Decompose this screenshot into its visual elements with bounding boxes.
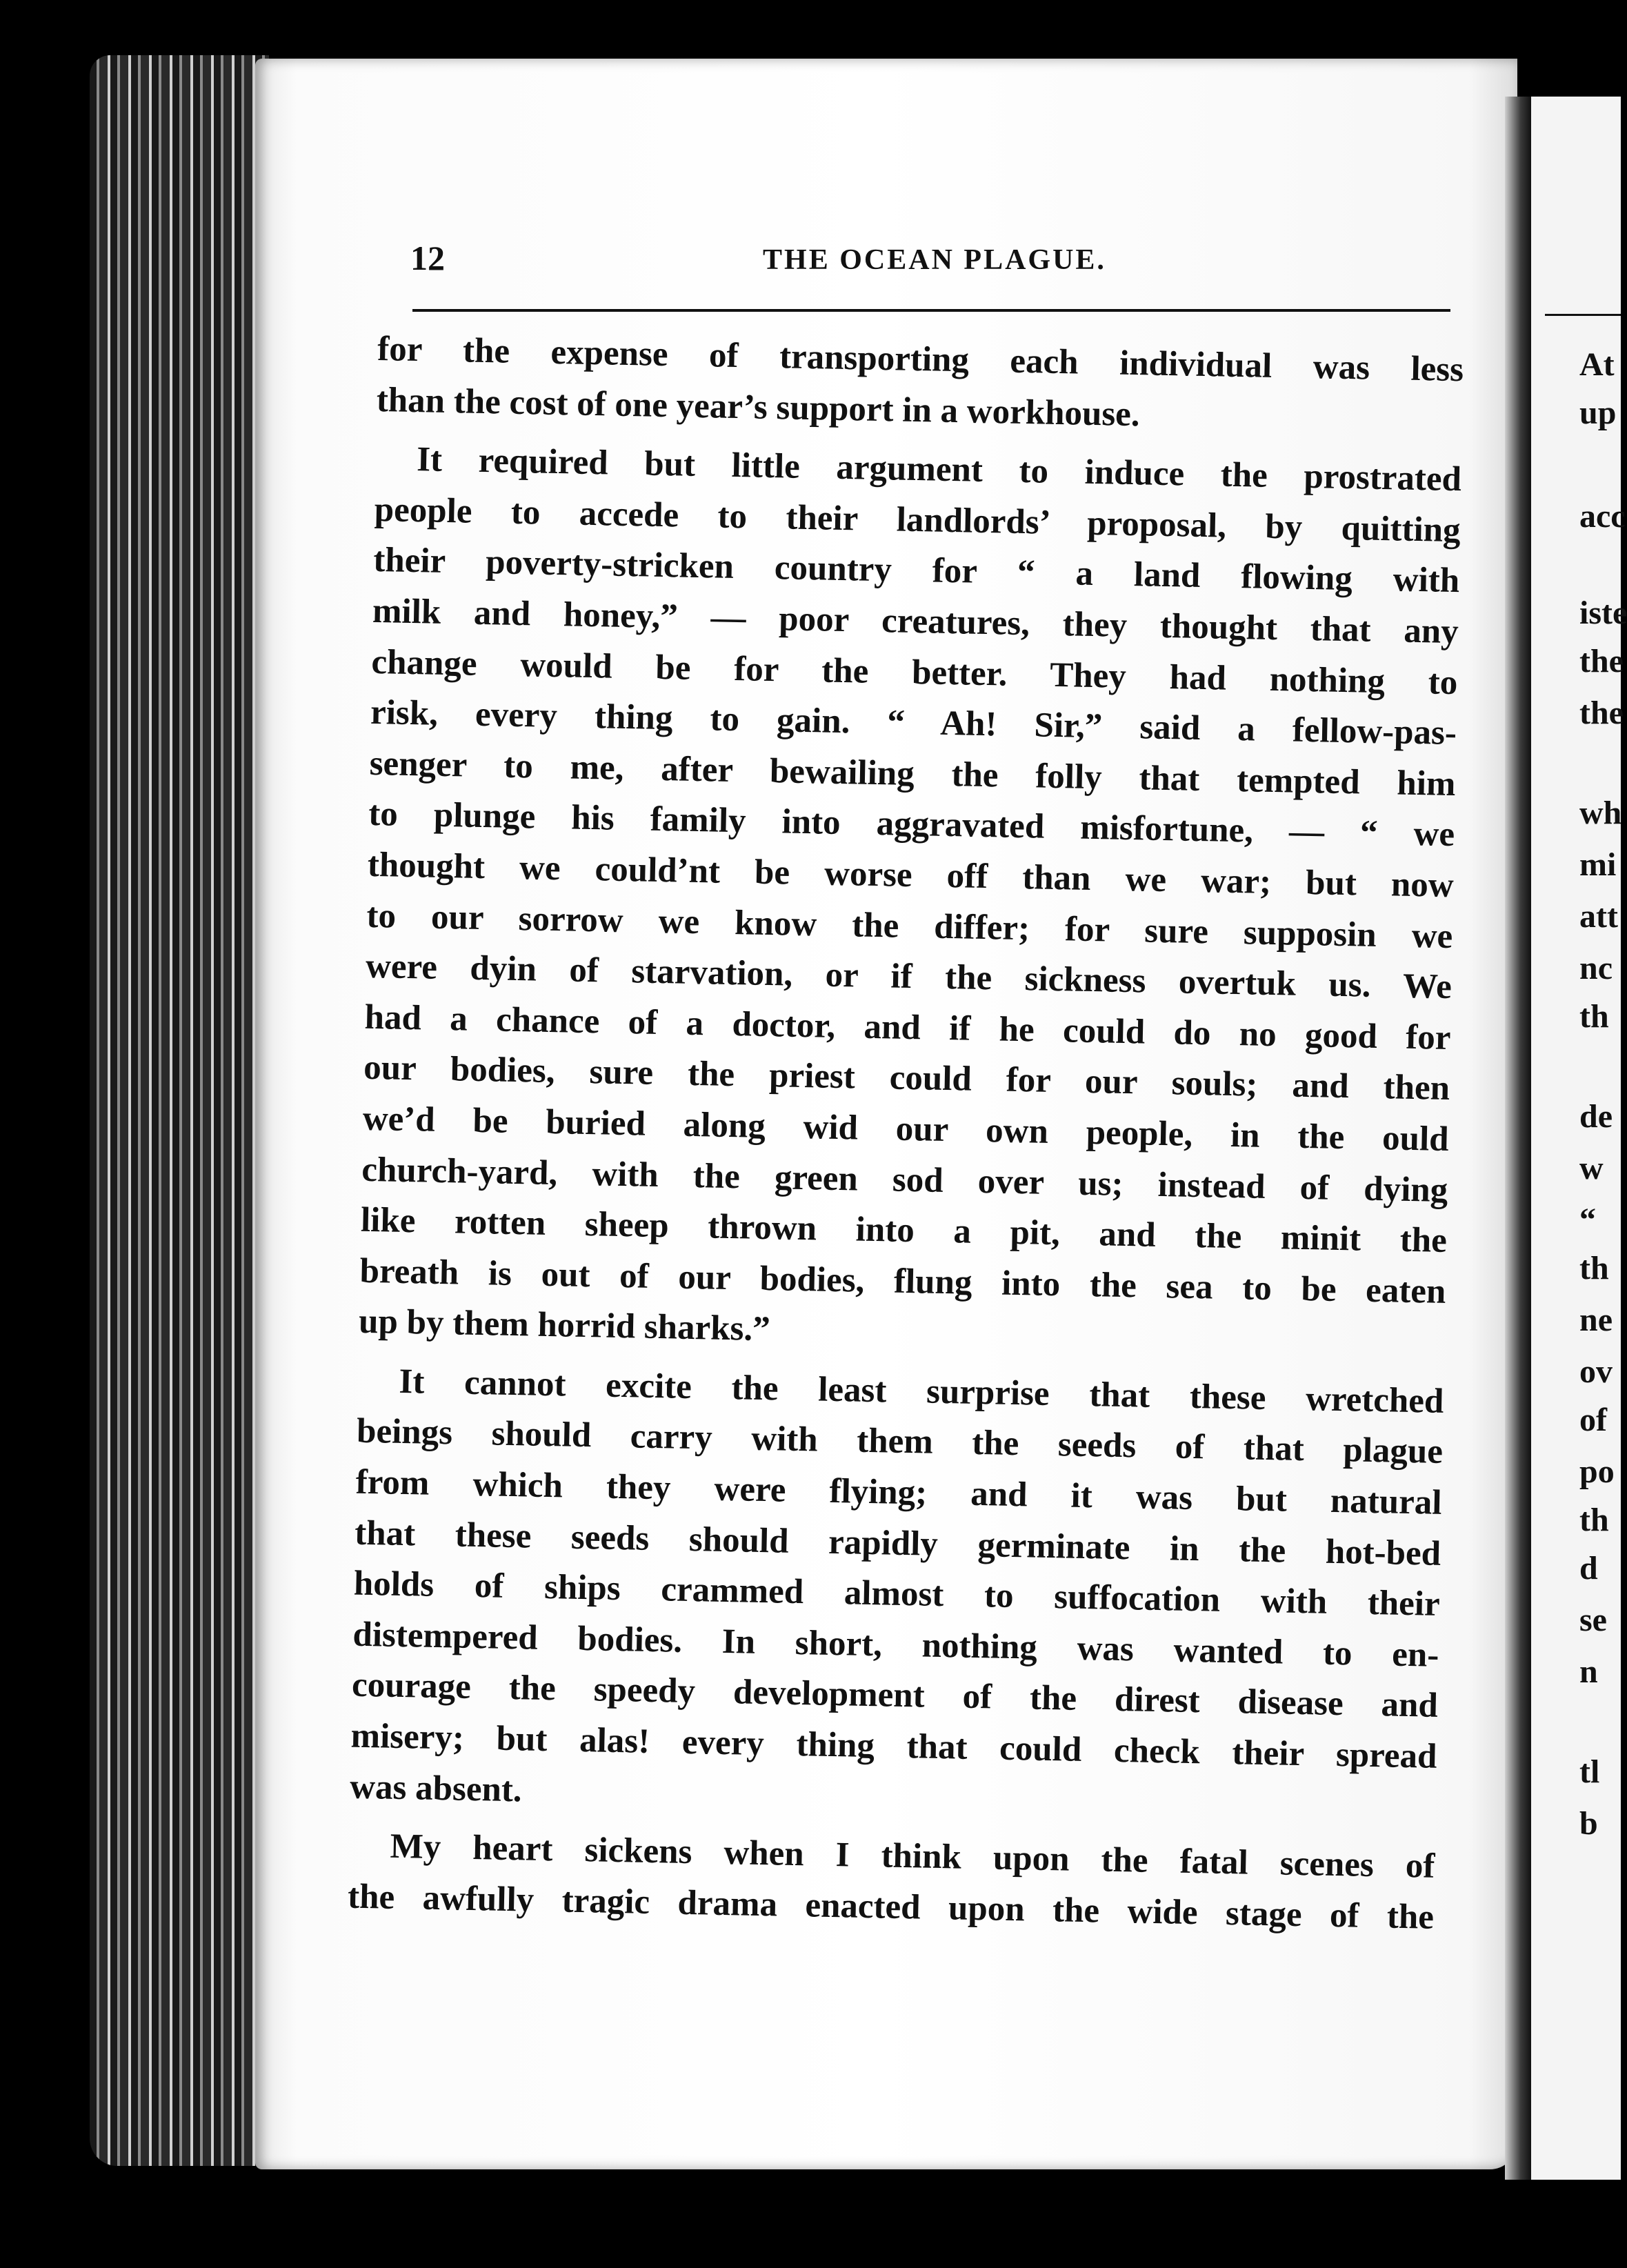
text-line: It cannot excite the least surprise that these wretched: [399, 1362, 1444, 1421]
facing-page-fragment: up: [1579, 395, 1617, 431]
facing-page-fragment: the: [1579, 695, 1624, 731]
text-line: their poverty-stricken country for “ a land flowing with: [372, 541, 1460, 601]
text-line: from which they were flying; and it was but natural: [355, 1462, 1443, 1522]
facing-page-rule: [1545, 314, 1621, 316]
book-title: THE OCEAN PLAGUE.: [763, 244, 1106, 276]
facing-page-fragment: mi: [1579, 846, 1617, 883]
text-line: that these seeds should rapidly germinate in the hot-bed: [354, 1513, 1441, 1573]
text-line: than the cost of one year’s support in a workhouse.: [376, 380, 1141, 434]
text-line: It required but little argument to induce the prostrated: [416, 440, 1462, 499]
text-line: beings should carry with them the seeds of that plague: [356, 1412, 1444, 1472]
facing-page-fragment: d: [1579, 1550, 1598, 1586]
text-line: My heart sickens when I think upon the fatal scenes of: [390, 1827, 1435, 1887]
text-line: had a chance of a doctor, and if he could do no good for: [364, 997, 1451, 1057]
text-line: like rotten sheep thrown into a pit, and the minit the: [360, 1200, 1448, 1261]
text-line: breath is out of our bodies, flung into the sea to be eaten: [359, 1251, 1446, 1311]
text-line: change would be for the better. They had nothing to: [371, 642, 1458, 702]
text-line: for the expense of transporting each individual was less: [377, 329, 1464, 390]
text-line: senger to me, after bewailing the folly that tempted him: [369, 744, 1457, 804]
page-number: 12: [410, 239, 445, 277]
text-line: thought we could’nt be worse off than we war; but now: [367, 845, 1455, 906]
text-line: milk and honey,” — poor creatures, they thought that any: [372, 591, 1459, 652]
text-line: holds of ships crammed almost to suffocation with their: [353, 1564, 1441, 1624]
text-line: the awfully tragic drama enacted upon the wide stage of the: [347, 1877, 1435, 1937]
book-gutter: [1505, 97, 1531, 2180]
text-line: distempered bodies. In short, nothing was wanted to en-: [352, 1615, 1439, 1675]
page-edges: [90, 55, 269, 2166]
facing-page-fragment: nc: [1579, 950, 1613, 986]
facing-page-fragment: th: [1579, 1502, 1609, 1538]
text-line: we’d be buried along wid our own people, in the ould: [362, 1099, 1450, 1159]
facing-page-fragment: At: [1579, 346, 1615, 383]
text-line: courage the speedy development of the direst disease and: [351, 1666, 1439, 1726]
paragraph: [376, 324, 1464, 446]
facing-page-fragment: ne: [1579, 1302, 1613, 1338]
running-head: [410, 238, 1459, 279]
body-text: [348, 324, 1464, 1943]
text-line: risk, every thing to gain. “ Ah! Sir,” said a fellow-pas-: [370, 693, 1457, 753]
facing-page-fragment: w: [1579, 1150, 1604, 1186]
paragraph: [359, 434, 1462, 1369]
text-line: up by them horrid sharks.”: [358, 1302, 771, 1349]
facing-page-fragment: se: [1579, 1602, 1607, 1638]
facing-page-fragment: tl: [1579, 1753, 1600, 1790]
paragraph: [348, 1821, 1436, 1943]
facing-page-fragment: ov: [1579, 1353, 1613, 1390]
facing-page-fragment: de: [1579, 1098, 1613, 1135]
text-line: church-yard, with the green sod over us; instead of dying: [361, 1150, 1448, 1210]
text-line: to our sorrow we know the differ; for sure supposin we: [366, 896, 1453, 956]
facing-page-fragment: acc: [1579, 498, 1626, 535]
paragraph: [350, 1356, 1444, 1833]
text-line: misery; but alas! every thing that could check their spread: [350, 1716, 1437, 1776]
facing-page-fragment: po: [1579, 1453, 1615, 1490]
facing-page-fragment: b: [1579, 1805, 1598, 1842]
header-rule: [412, 309, 1450, 312]
facing-page-fragment: th: [1579, 998, 1609, 1035]
text-line: to plunge his family into aggravated misfortune, — “ we: [368, 795, 1455, 855]
facing-page-fragment: n: [1579, 1653, 1598, 1690]
facing-page-fragment: of: [1579, 1402, 1607, 1438]
facing-page-fragment: wh: [1579, 795, 1622, 831]
text-line: was absent.: [349, 1767, 523, 1810]
facing-page-fragment: iste: [1579, 595, 1627, 631]
facing-page-fragment: th: [1579, 1250, 1609, 1286]
facing-page-fragment: att: [1579, 898, 1618, 935]
text-line: were dyin of starvation, or if the sickness overtuk us. We: [365, 946, 1453, 1007]
facing-page-fragment: “: [1579, 1202, 1596, 1238]
text-line: people to accede to their landlords’ proposal, by quitting: [374, 490, 1461, 550]
facing-page-fragment: the: [1579, 643, 1624, 679]
text-line: our bodies, sure the priest could for our souls; and then: [363, 1048, 1450, 1108]
